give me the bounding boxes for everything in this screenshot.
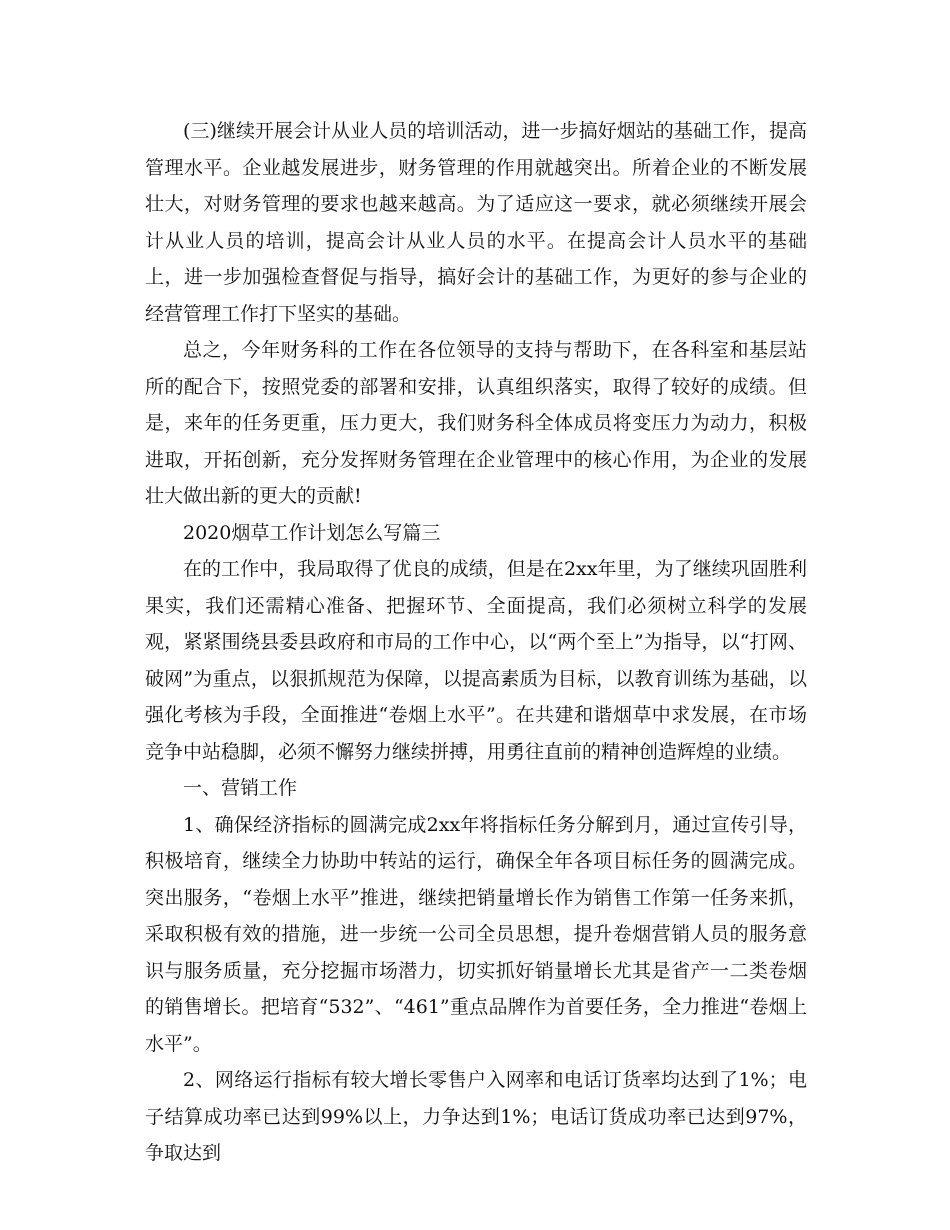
section-heading-marketing: 一、营销工作 bbox=[183, 777, 298, 799]
paragraph-summary: 总之，今年财务科的工作在各位领导的支持与帮助下，在各科室和基层站所的配合下，按照党委的部署和安排，认真组织落实，取得了较好的成绩。但是，来年的任务更重，压力更大，我们财务科全体成员将变压力为动力，积极进取，开拓创新，充分发挥财务管理在企业管理中的核心作用，为企业的发展壮大做出新的更大的贡献! bbox=[145, 339, 807, 507]
section-heading-part-three: 2020烟草工作计划怎么写篇三 bbox=[183, 521, 441, 544]
paragraph-introduction: 在的工作中，我局取得了优良的成绩，但是在2xx年里，为了继续巩固胜利果实，我们还需精心准备、把握环节、全面提高，我们必须树立科学的发展观，紧紧围绕县委县政府和市局的工作中心，以“两个至上”为指导，以“打网、破网”为重点，以狠抓规范为保障，以提高素质为目标，以教育训练为基础，以强化考核为手段，全面推进“卷烟上水平”。在共建和谐烟草中求发展，在市场竞争中站稳脚，必须不懈努力继续拼搏，用勇往直前的精神创造辉煌的业绩。 bbox=[145, 558, 807, 763]
paragraph-economic-targets: 1、确保经济指标的圆满完成2xx年将指标任务分解到月，通过宣传引导，积极培育，继续全力协助中转站的运行，确保全年各项目标任务的圆满完成。突出服务，“卷烟上水平”推进，继续把销量增长作为销售工作第一任务来抓，采取积极有效的措施，进一步统一公司全员思想，提升卷烟营销人员的服务意识与服务质量，充分挖掘市场潜力，切实抓好销量增长尤其是省产一二类卷烟的销售增长。把培育“532”、“461”重点品牌作为首要任务，全力推进“卷烟上水平”。 bbox=[145, 813, 807, 1055]
document-page bbox=[145, 113, 807, 1172]
paragraph-network-indicators: 2、网络运行指标有较大增长零售户入网率和电话订货率均达到了1%；电子结算成功率已达到99%以上，力争达到1%；电话订货成功率已达到97%，争取达到 bbox=[145, 1069, 807, 1164]
paragraph-financial-training: (三)继续开展会计从业人员的培训活动，进一步搞好烟站的基础工作，提高管理水平。企业越发展进步，财务管理的作用就越突出。所着企业的不断发展壮大，对财务管理的要求也越来越高。为了适应这一要求，就必须继续开展会计从业人员的培训，提高会计从业人员的水平。在提高会计人员水平的基础上，进一步加强检查督促与指导，搞好会计的基础工作，为更好的参与企业的经营管理工作打下坚实的基础。 bbox=[145, 120, 807, 325]
